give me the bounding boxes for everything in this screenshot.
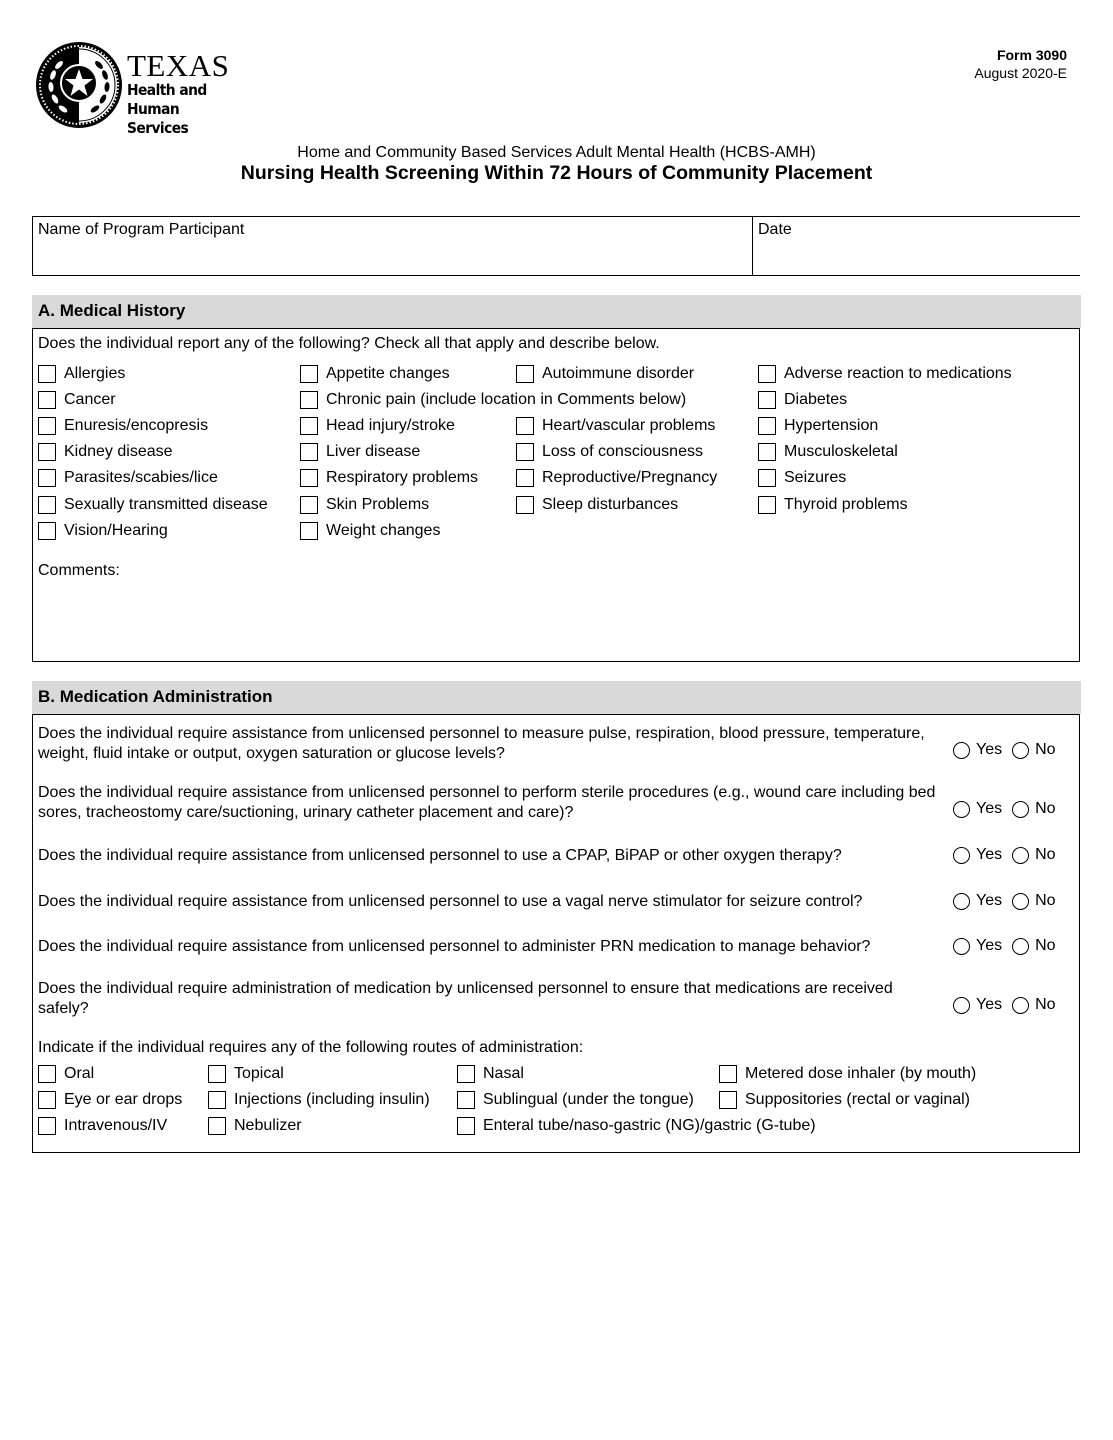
condition-liver-disease[interactable]: Liver disease — [300, 443, 420, 461]
checkbox[interactable] — [38, 522, 56, 540]
no-option[interactable]: No — [1012, 892, 1055, 910]
route-enteral-tube[interactable]: Enteral tube/naso-gastric (NG)/gastric (G-tube) — [457, 1117, 816, 1135]
section-b-body — [32, 714, 1080, 1153]
condition-diabetes[interactable]: Diabetes — [758, 391, 847, 409]
checkbox[interactable] — [758, 365, 776, 383]
condition-enuresis[interactable]: Enuresis/encopresis — [38, 417, 208, 435]
question-vitals: Does the individual require assistance from unlicensed personnel to measure pulse, respiration, blood pressure, temperature, weight, fluid intake or output, oxygen saturation or glucose levels? — [38, 725, 925, 762]
route-eye-ear-drops[interactable]: Eye or ear drops — [38, 1091, 182, 1109]
checkbox[interactable] — [758, 469, 776, 487]
condition-skin-problems[interactable]: Skin Problems — [300, 496, 429, 514]
condition-cancer[interactable]: Cancer — [38, 391, 116, 409]
participant-name-field[interactable] — [33, 217, 753, 275]
checkbox[interactable] — [758, 443, 776, 461]
yes-option[interactable]: Yes — [953, 741, 1002, 759]
checkbox[interactable] — [758, 417, 776, 435]
checkbox[interactable] — [758, 391, 776, 409]
checkbox[interactable] — [300, 365, 318, 383]
question-cpap: Does the individual require assistance from unlicensed personnel to use a CPAP, BiPAP or other oxygen therapy? — [38, 847, 842, 864]
radio-circle[interactable] — [1012, 742, 1029, 759]
no-option[interactable]: No — [1012, 937, 1055, 955]
question-vagal-nerve: Does the individual require assistance from unlicensed personnel to use a vagal nerve stimulator for seizure control? — [38, 893, 863, 910]
checkbox[interactable] — [719, 1091, 737, 1109]
date-field[interactable] — [753, 217, 1080, 275]
checkbox[interactable] — [516, 496, 534, 514]
question-vagal-nerve-options — [953, 892, 1066, 910]
question-sterile-procedures: Does the individual require assistance from unlicensed personnel to perform sterile procedures (e.g., wound care including bed sores, tracheostomy care/suctioning, urinary catheter placement and care)? — [38, 784, 936, 821]
texas-seal-icon — [35, 41, 123, 129]
yes-option[interactable]: Yes — [953, 937, 1002, 955]
radio-circle[interactable] — [1012, 938, 1029, 955]
yes-option[interactable]: Yes — [953, 892, 1002, 910]
checkbox[interactable] — [457, 1117, 475, 1135]
route-nebulizer[interactable]: Nebulizer — [208, 1117, 302, 1135]
radio-circle[interactable] — [1012, 893, 1029, 910]
condition-std[interactable]: Sexually transmitted disease — [38, 496, 268, 514]
radio-circle[interactable] — [1012, 997, 1029, 1014]
question-sterile-procedures-options — [953, 800, 1066, 818]
question-medication-administration: Does the individual require administration of medication by unlicensed personnel to ensure that medications are received safely? — [38, 980, 893, 1017]
routes-intro: Indicate if the individual requires any of the following routes of administration: — [38, 1039, 584, 1056]
hhs-logo — [35, 41, 265, 137]
logo-texas-text: TEXAS — [127, 48, 230, 83]
route-topical[interactable]: Topical — [208, 1065, 284, 1083]
condition-thyroid[interactable]: Thyroid problems — [758, 496, 908, 514]
condition-chronic-pain[interactable]: Chronic pain (include location in Comments below) — [300, 391, 686, 409]
condition-parasites[interactable]: Parasites/scabies/lice — [38, 469, 218, 487]
checkbox[interactable] — [300, 443, 318, 461]
comments-label: Comments: — [38, 562, 120, 579]
route-suppositories[interactable]: Suppositories (rectal or vaginal) — [719, 1091, 970, 1109]
route-metered-dose-inhaler[interactable]: Metered dose inhaler (by mouth) — [719, 1065, 976, 1083]
yes-option[interactable]: Yes — [953, 800, 1002, 818]
no-option[interactable]: No — [1012, 846, 1055, 864]
question-medication-administration-options — [953, 996, 1066, 1014]
condition-hypertension[interactable]: Hypertension — [758, 417, 878, 435]
condition-vision-hearing[interactable]: Vision/Hearing — [38, 522, 168, 540]
question-cpap-options — [953, 846, 1066, 864]
checkbox[interactable] — [516, 417, 534, 435]
checkbox[interactable] — [719, 1065, 737, 1083]
checkbox[interactable] — [38, 391, 56, 409]
checkbox[interactable] — [208, 1065, 226, 1083]
condition-respiratory[interactable]: Respiratory problems — [300, 469, 478, 487]
section-a-heading: A. Medical History — [32, 295, 1081, 328]
condition-weight-changes[interactable]: Weight changes — [300, 522, 440, 540]
no-option[interactable]: No — [1012, 741, 1055, 759]
condition-autoimmune-disorder[interactable]: Autoimmune disorder — [516, 365, 694, 383]
checkbox[interactable] — [457, 1091, 475, 1109]
participant-info — [32, 216, 1080, 276]
logo-hhs-line1: Health and Human — [127, 81, 207, 118]
checkbox[interactable] — [38, 365, 56, 383]
yes-option[interactable]: Yes — [953, 846, 1002, 864]
condition-heart-vascular[interactable]: Heart/vascular problems — [516, 417, 715, 435]
condition-sleep-disturbances[interactable]: Sleep disturbances — [516, 496, 678, 514]
condition-seizures[interactable]: Seizures — [758, 469, 846, 487]
form-title: Nursing Health Screening Within 72 Hours of Community Placement — [240, 162, 873, 184]
condition-allergies[interactable]: Allergies — [38, 365, 125, 383]
route-sublingual[interactable]: Sublingual (under the tongue) — [457, 1091, 694, 1109]
checkbox[interactable] — [516, 365, 534, 383]
checkbox[interactable] — [38, 1091, 56, 1109]
radio-circle[interactable] — [1012, 801, 1029, 818]
participant-name-label: Name of Program Participant — [38, 221, 245, 238]
form-date: August 2020-E — [974, 65, 1067, 81]
radio-circle[interactable] — [953, 938, 970, 955]
checkbox[interactable] — [208, 1091, 226, 1109]
yes-option[interactable]: Yes — [953, 996, 1002, 1014]
checkbox[interactable] — [38, 1065, 56, 1083]
checkbox[interactable] — [758, 496, 776, 514]
question-vitals-options — [953, 741, 1066, 759]
condition-appetite-changes[interactable]: Appetite changes — [300, 365, 450, 383]
comments-field[interactable] — [33, 559, 1079, 661]
checkbox[interactable] — [516, 443, 534, 461]
form-number: Form 3090 — [996, 47, 1067, 63]
condition-adverse-reaction[interactable]: Adverse reaction to medications — [758, 365, 1012, 383]
question-prn-medication-options — [953, 937, 1066, 955]
section-b-heading: B. Medication Administration — [32, 681, 1081, 714]
logo-hhs-line2: Services — [127, 119, 189, 137]
radio-circle[interactable] — [953, 801, 970, 818]
question-prn-medication: Does the individual require assistance from unlicensed personnel to administer PRN medication to manage behavior? — [38, 938, 871, 955]
checkbox[interactable] — [516, 469, 534, 487]
radio-circle[interactable] — [953, 847, 970, 864]
form-identifier — [974, 46, 1067, 82]
checkbox[interactable] — [300, 496, 318, 514]
route-intravenous[interactable]: Intravenous/IV — [38, 1117, 167, 1135]
condition-kidney-disease[interactable]: Kidney disease — [38, 443, 173, 461]
radio-circle[interactable] — [1012, 847, 1029, 864]
checkbox[interactable] — [38, 1117, 56, 1135]
section-a-body — [32, 328, 1080, 662]
no-option[interactable]: No — [1012, 800, 1055, 818]
checkbox[interactable] — [38, 469, 56, 487]
checkbox[interactable] — [300, 469, 318, 487]
checkbox[interactable] — [300, 391, 318, 409]
route-injections[interactable]: Injections (including insulin) — [208, 1091, 430, 1109]
section-a-intro: Does the individual report any of the following? Check all that apply and describe below. — [38, 335, 660, 352]
form-subtitle: Home and Community Based Services Adult Mental Health (HCBS-AMH) — [297, 144, 816, 161]
date-label: Date — [758, 221, 792, 238]
route-oral[interactable]: Oral — [38, 1065, 94, 1083]
condition-musculoskeletal[interactable]: Musculoskeletal — [758, 443, 898, 461]
condition-head-injury[interactable]: Head injury/stroke — [300, 417, 455, 435]
radio-circle[interactable] — [953, 742, 970, 759]
checkbox[interactable] — [208, 1117, 226, 1135]
checkbox[interactable] — [457, 1065, 475, 1083]
condition-loss-of-consciousness[interactable]: Loss of consciousness — [516, 443, 703, 461]
checkbox[interactable] — [38, 496, 56, 514]
no-option[interactable]: No — [1012, 996, 1055, 1014]
checkbox[interactable] — [300, 417, 318, 435]
radio-circle[interactable] — [953, 893, 970, 910]
radio-circle[interactable] — [953, 997, 970, 1014]
checkbox[interactable] — [38, 417, 56, 435]
route-nasal[interactable]: Nasal — [457, 1065, 524, 1083]
condition-reproductive[interactable]: Reproductive/Pregnancy — [516, 469, 717, 487]
checkbox[interactable] — [38, 443, 56, 461]
checkbox[interactable] — [300, 522, 318, 540]
